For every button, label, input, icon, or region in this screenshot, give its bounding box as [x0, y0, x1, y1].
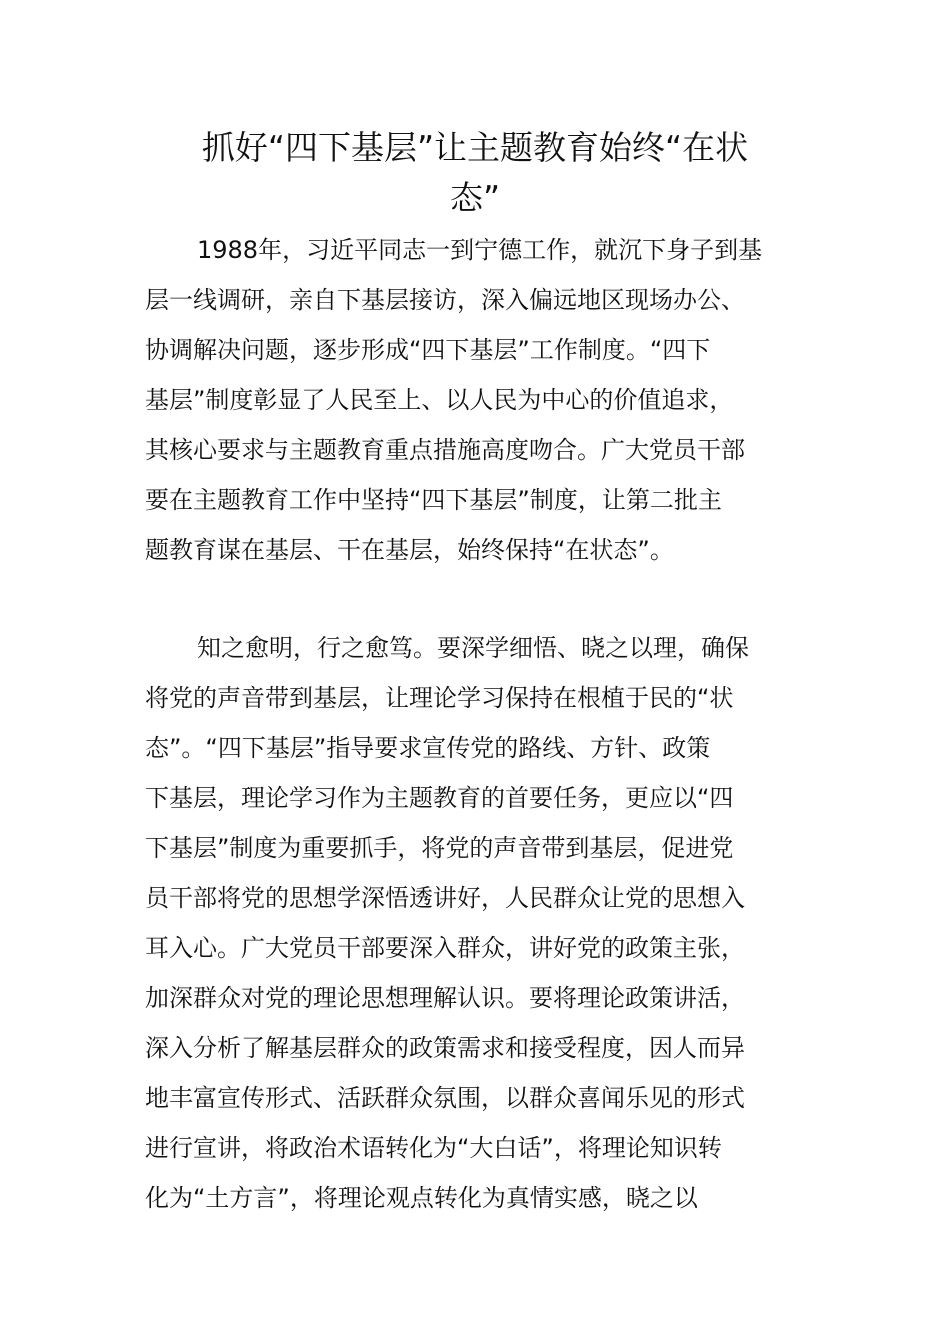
paragraph-line: 下基层”制度为重要抓手，将党的声音带到基层，促进党: [145, 834, 734, 862]
paragraph-line: 基层”制度彰显了人民至上、以人民为中心的价值追求，: [145, 386, 734, 414]
paragraph-line: 其核心要求与主题教育重点措施高度吻合。广大党员干部: [145, 436, 745, 464]
document-title: [145, 123, 805, 223]
paragraph-line: 进行宣讲，将政治术语转化为“大白话”，将理论知识转: [145, 1134, 722, 1162]
paragraph: [145, 623, 815, 1223]
paragraph-line: 要在主题教育工作中坚持“四下基层”制度，让第二批主: [145, 486, 722, 514]
paragraph-line: 态”。“四下基层”指导要求宣传党的路线、方针、政策: [145, 734, 711, 762]
paragraph-line: 协调解决问题，逐步形成“四下基层”工作制度。“四下: [145, 336, 711, 364]
paragraph: [145, 225, 815, 575]
title-line: 抓好“四下基层”让主题教育始终“在状: [201, 128, 749, 167]
paragraph-line: 知之愈明，行之愈笃。要深学细悟、晓之以理，确保: [197, 634, 749, 662]
paragraph-line: 深入分析了解基层群众的政策需求和接受程度，因人而异: [145, 1034, 745, 1062]
paragraph-line: 将党的声音带到基层，让理论学习保持在根植于民的“状: [145, 684, 734, 712]
paragraph-line: 员干部将党的思想学深悟透讲好，人民群众让党的思想入: [145, 884, 745, 912]
paragraph-line: 层一线调研，亲自下基层接访，深入偏远地区现场办公、: [145, 286, 745, 314]
paragraph-line: 加深群众对党的理论思想理解认识。要将理论政策讲活，: [145, 984, 745, 1012]
paragraph-line: 耳入心。广大党员干部要深入群众，讲好党的政策主张，: [145, 934, 745, 962]
paragraph-line: 题教育谋在基层、干在基层，始终保持“在状态”。: [145, 536, 674, 564]
title-line: 态”: [449, 178, 501, 217]
paragraph-line: 地丰富宣传形式、活跃群众氛围，以群众喜闻乐见的形式: [145, 1084, 745, 1112]
paragraph-line: 下基层，理论学习作为主题教育的首要任务，更应以“四: [145, 784, 734, 812]
paragraph-line: 1988年，习近平同志一到宁德工作，就沉下身子到基: [197, 236, 763, 264]
paragraph-line: 化为“土方言”，将理论观点转化为真情实感，晓之以: [145, 1184, 698, 1212]
